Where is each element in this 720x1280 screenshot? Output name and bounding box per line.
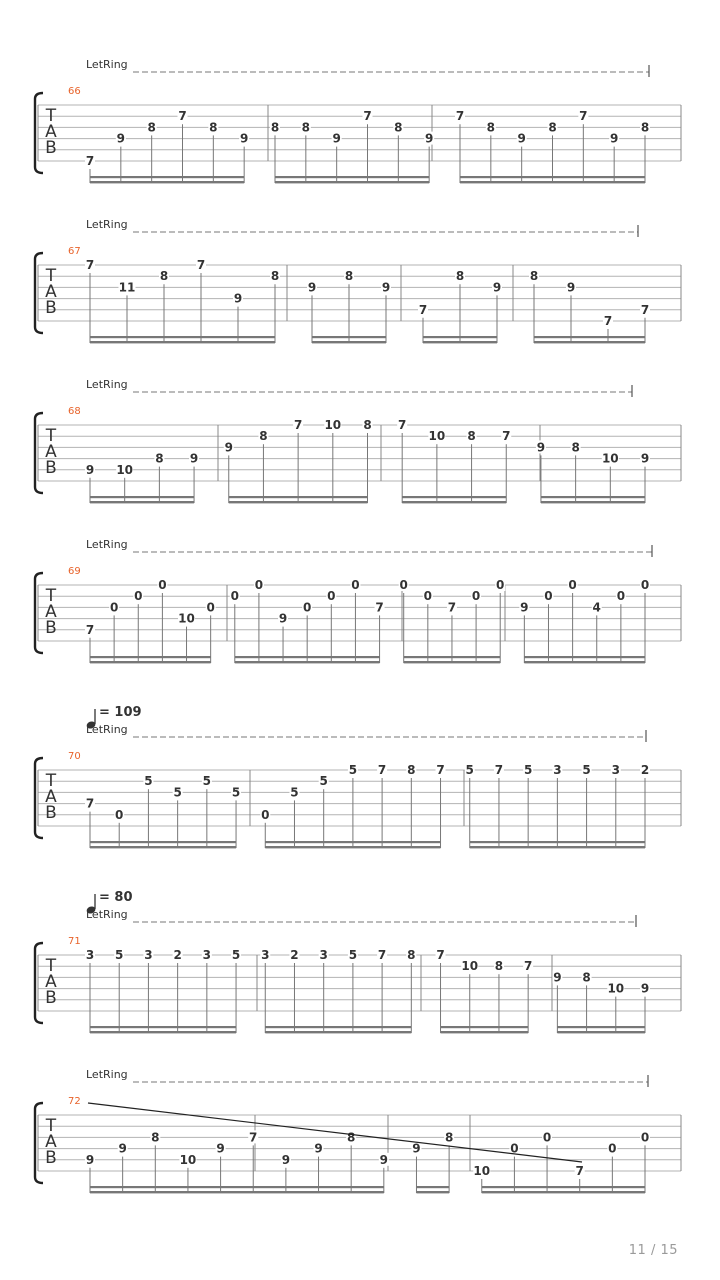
fret-number: 7 xyxy=(575,1164,584,1178)
beam xyxy=(90,1026,236,1028)
fret-number: 0 xyxy=(158,578,167,592)
beam xyxy=(312,341,386,343)
fret-number: 3 xyxy=(144,948,153,962)
fret-number: 7 xyxy=(196,258,206,272)
beam xyxy=(404,656,501,658)
fret-number: 3 xyxy=(319,948,328,962)
beam xyxy=(229,501,368,503)
fret-number: 10 xyxy=(461,959,479,974)
beam xyxy=(90,176,244,178)
fret-number: 9 xyxy=(412,1141,421,1156)
fret-number: 8 xyxy=(363,418,372,432)
fret-number: 9 xyxy=(85,462,95,477)
fret-number: 9 xyxy=(381,280,391,295)
fret-number: 2 xyxy=(640,763,650,777)
fret-number: 8 xyxy=(394,120,403,135)
fret-number: 10 xyxy=(324,418,342,432)
fret-number: 0 xyxy=(544,589,553,604)
fret-number: 0 xyxy=(542,1130,552,1145)
fret-number: 9 xyxy=(118,1141,127,1156)
svg-text:T: T xyxy=(45,1116,57,1136)
fret-number: 10 xyxy=(428,429,446,444)
beam xyxy=(557,1031,645,1033)
fret-number: 0 xyxy=(302,600,312,615)
fret-number: 7 xyxy=(85,622,95,637)
beam xyxy=(441,1026,529,1028)
svg-text:T: T xyxy=(45,426,57,446)
fret-number: 0 xyxy=(640,1130,650,1145)
fret-number: 9 xyxy=(116,131,126,146)
fret-number: 9 xyxy=(224,440,233,455)
fret-number: 9 xyxy=(216,1141,225,1156)
fret-number: 8 xyxy=(159,269,169,284)
fret-number: 7 xyxy=(502,429,511,444)
fret-number: 9 xyxy=(640,451,650,466)
fret-number: 7 xyxy=(293,418,303,432)
fret-number: 8 xyxy=(571,440,580,455)
fret-number: 9 xyxy=(424,131,434,146)
fret-number: 7 xyxy=(447,600,457,615)
fret-number: 10 xyxy=(601,451,619,466)
beam xyxy=(460,181,645,183)
letring-label: LetRing xyxy=(86,378,128,391)
beam xyxy=(229,496,368,498)
tab-clef xyxy=(45,266,57,318)
beam xyxy=(524,661,645,663)
fret-number: 8 xyxy=(455,269,465,284)
fret-number: 7 xyxy=(85,796,95,811)
letring-label: LetRing xyxy=(86,218,128,231)
fret-number: 11 xyxy=(118,280,136,295)
fret-number: 0 xyxy=(109,600,119,615)
tab-system-66 xyxy=(35,58,681,183)
beam xyxy=(265,1031,411,1033)
beam xyxy=(524,656,645,658)
fret-number: 5 xyxy=(231,948,241,962)
beam xyxy=(441,1031,529,1033)
tab-system-69 xyxy=(35,538,681,663)
fret-number: 8 xyxy=(494,959,504,974)
beam xyxy=(253,1191,384,1193)
fret-number: 5 xyxy=(290,785,299,800)
svg-text:A: A xyxy=(45,602,57,622)
beam xyxy=(423,336,497,338)
fret-number: 9 xyxy=(517,131,526,146)
svg-text:T: T xyxy=(45,106,57,126)
beam xyxy=(541,501,645,503)
tab-clef xyxy=(45,426,57,478)
tab-system-71 xyxy=(35,890,681,1033)
letring-label: LetRing xyxy=(86,58,128,71)
fret-number: 5 xyxy=(348,948,358,962)
fret-number: 9 xyxy=(640,981,650,996)
fret-number: 8 xyxy=(640,120,650,135)
beam xyxy=(482,1186,645,1188)
fret-number: 7 xyxy=(640,302,650,317)
fret-number: 7 xyxy=(523,959,533,974)
fret-number: 5 xyxy=(319,774,328,789)
measure-number: 66 xyxy=(68,86,81,97)
letring-label: LetRing xyxy=(86,538,128,551)
svg-text:B: B xyxy=(45,298,57,318)
svg-text:T: T xyxy=(45,586,57,606)
beam xyxy=(460,176,645,178)
fret-number: 8 xyxy=(467,429,476,444)
fret-number: 0 xyxy=(496,578,505,592)
measure-number: 72 xyxy=(68,1096,81,1107)
beam xyxy=(90,1186,253,1188)
fret-number: 7 xyxy=(85,154,95,168)
beam xyxy=(90,496,194,498)
fret-number: 9 xyxy=(281,1152,291,1167)
beam xyxy=(557,1026,645,1028)
fret-number: 0 xyxy=(608,1141,617,1156)
fret-number: 9 xyxy=(314,1141,323,1156)
fret-number: 9 xyxy=(536,440,546,455)
fret-number: 7 xyxy=(494,763,504,777)
beam xyxy=(534,341,645,343)
fret-number: 7 xyxy=(579,109,588,124)
fret-number: 10 xyxy=(116,462,134,477)
tempo-text: = 80 xyxy=(99,890,133,905)
fret-number: 8 xyxy=(346,1130,356,1145)
letring-label: LetRing xyxy=(86,1068,128,1081)
svg-text:T: T xyxy=(45,956,57,976)
fret-number: 8 xyxy=(147,120,156,135)
fret-number: 9 xyxy=(566,280,576,295)
fret-number: 2 xyxy=(173,948,182,962)
beam xyxy=(235,661,380,663)
fret-number: 8 xyxy=(582,970,591,985)
fret-number: 8 xyxy=(151,1130,160,1145)
fret-number: 7 xyxy=(436,948,445,962)
svg-text:A: A xyxy=(45,972,57,992)
fret-number: 3 xyxy=(611,763,620,777)
fret-number: 7 xyxy=(603,314,613,328)
fret-number: 9 xyxy=(520,600,529,615)
svg-text:B: B xyxy=(45,1148,57,1168)
beam xyxy=(470,846,645,848)
tab-system-68 xyxy=(35,378,681,503)
fret-number: 0 xyxy=(423,589,433,604)
svg-text:B: B xyxy=(45,458,57,478)
beam xyxy=(312,336,386,338)
fret-number: 10 xyxy=(178,611,195,626)
beam xyxy=(90,341,275,343)
fret-number: 0 xyxy=(261,807,270,822)
tab-system-70 xyxy=(35,705,681,848)
fret-number: 7 xyxy=(249,1130,258,1145)
svg-text:A: A xyxy=(45,282,57,302)
fret-number: 0 xyxy=(134,589,143,604)
fret-number: 9 xyxy=(609,131,619,146)
fret-number: 8 xyxy=(270,120,280,135)
beam xyxy=(90,1191,253,1193)
beam xyxy=(265,841,440,843)
svg-text:A: A xyxy=(45,442,57,462)
fret-number: 8 xyxy=(486,120,496,135)
fret-number: 7 xyxy=(436,763,445,777)
fret-number: 8 xyxy=(259,429,268,444)
letring-label: LetRing xyxy=(86,908,128,921)
fret-number: 0 xyxy=(471,589,481,604)
measure-number: 67 xyxy=(68,246,81,257)
fret-number: 7 xyxy=(375,600,384,615)
beam xyxy=(90,841,236,843)
fret-number: 5 xyxy=(173,785,182,800)
beam xyxy=(90,846,236,848)
fret-number: 9 xyxy=(307,280,317,295)
fret-number: 0 xyxy=(115,807,124,822)
beam xyxy=(482,1191,645,1193)
fret-number: 9 xyxy=(492,280,502,295)
fret-number: 10 xyxy=(607,981,625,996)
fret-number: 8 xyxy=(529,269,539,284)
fret-number: 5 xyxy=(582,763,591,777)
fret-number: 0 xyxy=(568,578,577,592)
fret-number: 7 xyxy=(455,109,465,124)
fret-number: 8 xyxy=(270,269,280,284)
beam xyxy=(90,181,244,183)
fret-number: 0 xyxy=(230,589,239,604)
tab-clef xyxy=(45,956,57,1008)
beam xyxy=(402,496,506,498)
fret-number: 7 xyxy=(178,109,187,124)
beam xyxy=(90,336,275,338)
fret-number: 10 xyxy=(473,1164,491,1178)
beam xyxy=(541,496,645,498)
beam xyxy=(275,176,429,178)
fret-number: 9 xyxy=(553,970,562,985)
beam xyxy=(275,181,429,183)
fret-number: 9 xyxy=(85,1152,95,1167)
fret-number: 8 xyxy=(301,120,311,135)
svg-text:T: T xyxy=(45,771,57,791)
svg-text:B: B xyxy=(45,138,57,158)
beam xyxy=(423,341,497,343)
svg-text:B: B xyxy=(45,803,57,823)
fret-number: 2 xyxy=(290,948,299,962)
tab-clef xyxy=(45,586,57,638)
measure-number: 71 xyxy=(68,936,81,947)
svg-text:A: A xyxy=(45,787,57,807)
fret-number: 5 xyxy=(115,948,124,962)
fret-number: 3 xyxy=(553,763,562,777)
fret-number: 9 xyxy=(233,291,243,306)
fret-number: 5 xyxy=(144,774,153,789)
beam xyxy=(404,661,501,663)
slide-line xyxy=(88,1103,582,1162)
fret-number: 4 xyxy=(592,600,601,615)
tab-clef xyxy=(45,1116,57,1168)
tab-system-72 xyxy=(35,1068,681,1193)
beam xyxy=(90,656,211,658)
beam xyxy=(402,501,506,503)
beam xyxy=(90,501,194,503)
beam xyxy=(265,846,440,848)
fret-number: 7 xyxy=(377,948,387,962)
fret-number: 0 xyxy=(254,578,264,592)
fret-number: 7 xyxy=(398,418,407,432)
fret-number: 9 xyxy=(278,611,288,626)
measure-number: 68 xyxy=(68,406,81,417)
fret-number: 7 xyxy=(363,109,372,124)
fret-number: 0 xyxy=(640,578,650,592)
page-number: 11 / 15 xyxy=(628,1243,678,1258)
svg-text:T: T xyxy=(45,266,57,286)
fret-number: 0 xyxy=(206,600,215,615)
fret-number: 5 xyxy=(348,763,358,777)
fret-number: 8 xyxy=(209,120,218,135)
fret-number: 0 xyxy=(510,1141,519,1156)
fret-number: 7 xyxy=(377,763,387,777)
beam xyxy=(235,656,380,658)
tempo-text: = 109 xyxy=(99,705,142,720)
fret-number: 9 xyxy=(379,1152,389,1167)
fret-number: 7 xyxy=(85,258,95,272)
fret-number: 9 xyxy=(332,131,341,146)
fret-number: 8 xyxy=(407,763,416,777)
beam xyxy=(265,1026,411,1028)
beam xyxy=(534,336,645,338)
measure-number: 69 xyxy=(68,566,81,577)
fret-number: 5 xyxy=(523,763,533,777)
measure-number: 70 xyxy=(68,751,81,762)
letring-label: LetRing xyxy=(86,723,128,736)
tab-system-67 xyxy=(35,218,681,343)
fret-number: 10 xyxy=(179,1152,197,1167)
beam xyxy=(470,841,645,843)
fret-number: 0 xyxy=(399,578,408,592)
fret-number: 3 xyxy=(202,948,212,962)
fret-number: 8 xyxy=(407,948,416,962)
fret-number: 0 xyxy=(351,578,360,592)
beam xyxy=(253,1186,384,1188)
beam xyxy=(416,1186,449,1188)
svg-text:A: A xyxy=(45,1132,57,1152)
fret-number: 3 xyxy=(261,948,270,962)
fret-number: 9 xyxy=(239,131,249,146)
svg-text:A: A xyxy=(45,122,57,142)
fret-number: 5 xyxy=(465,763,474,777)
fret-number: 5 xyxy=(231,785,241,800)
fret-number: 0 xyxy=(616,589,626,604)
svg-text:B: B xyxy=(45,988,57,1008)
fret-number: 8 xyxy=(548,120,557,135)
tab-clef xyxy=(45,771,57,823)
fret-number: 5 xyxy=(202,774,212,789)
fret-number: 0 xyxy=(327,589,336,604)
beam xyxy=(90,1031,236,1033)
fret-number: 9 xyxy=(189,451,199,466)
fret-number: 8 xyxy=(344,269,354,284)
beam xyxy=(90,661,211,663)
fret-number: 7 xyxy=(418,302,428,317)
fret-number: 3 xyxy=(85,948,95,962)
svg-text:B: B xyxy=(45,618,57,638)
fret-number: 8 xyxy=(444,1130,454,1145)
tab-clef xyxy=(45,106,57,158)
fret-number: 8 xyxy=(155,451,164,466)
beam xyxy=(416,1191,449,1193)
